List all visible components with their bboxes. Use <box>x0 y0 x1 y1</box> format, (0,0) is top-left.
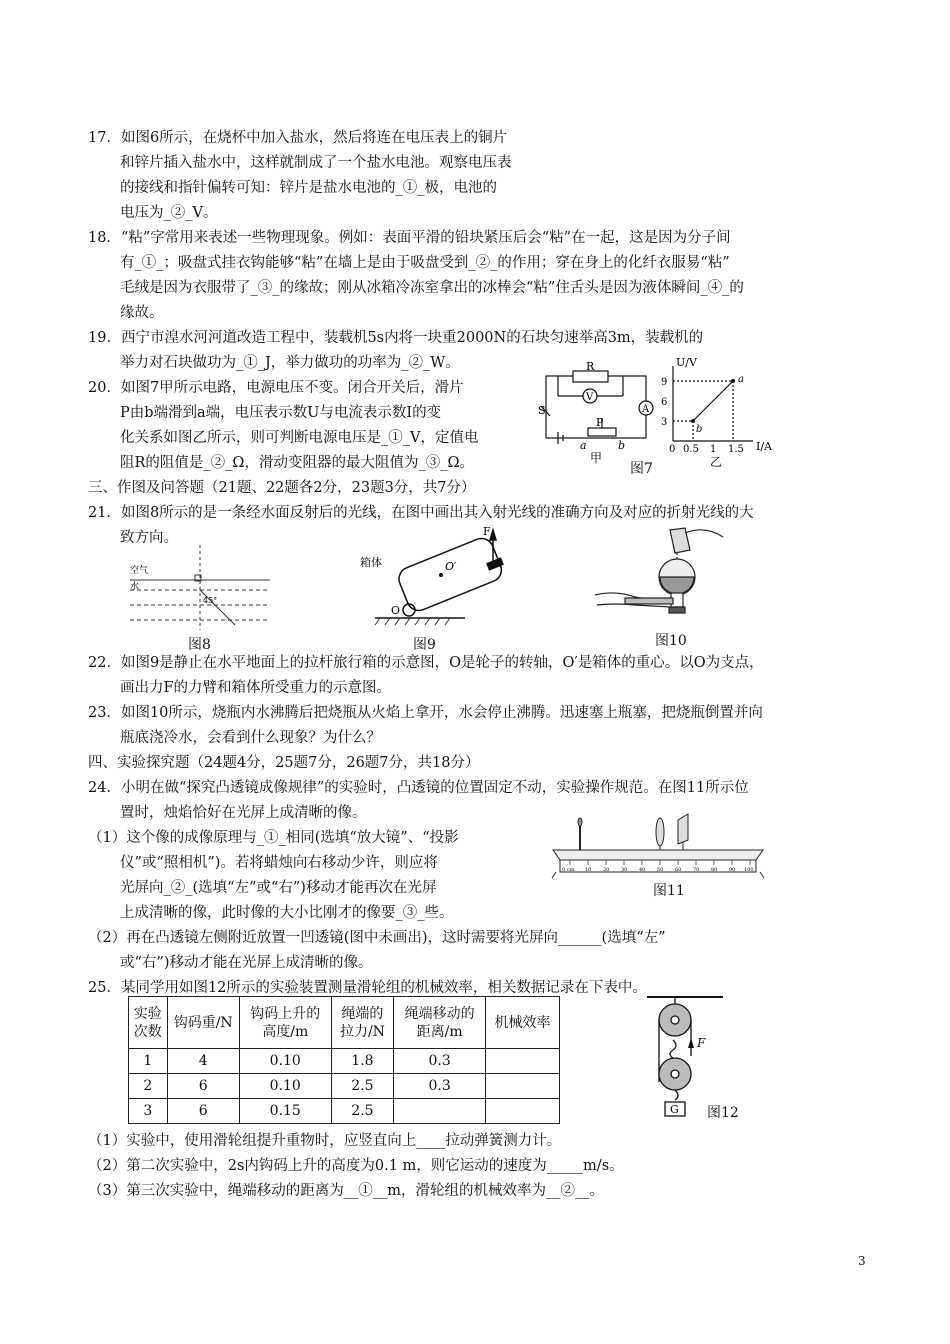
fig7-a-label: a <box>580 439 587 452</box>
figure-9 <box>355 522 515 632</box>
q20-line2: P由b端滑到a端，电压表示数U与电流表示数I的变 <box>120 405 442 421</box>
figure-11 <box>548 810 768 880</box>
figure-7 <box>538 356 788 480</box>
q24-1-line2: 仪”或“照相机”)。若将蜡烛向右移动少许，则应将 <box>120 855 438 871</box>
q20-line4: 阻R的阻值是_②_Ω，滑动变阻器的最大阻值为_③_Ω。 <box>120 455 474 471</box>
fig7-pa: a <box>738 374 744 385</box>
fig8-air: 空气 <box>130 566 149 576</box>
fig11-tick-40: 40 <box>639 867 646 873</box>
fig7-xtick-0: 0 <box>669 444 676 455</box>
q19-line2: 举力对石块做功为_①_J，举力做功的功率为_②_W。 <box>120 355 460 371</box>
q25-line1: 25．某同学用如图12所示的实验装置测量滑轮组的机械效率，相关数据记录在下表中。 <box>88 980 647 996</box>
figure-8 <box>125 545 275 635</box>
header-rope-distance: 绳端移动的 距离/m <box>394 997 486 1049</box>
fig11-tick-10: 10 <box>585 867 592 873</box>
q23-line1: 23．如图10所示，烧瓶内水沸腾后把烧瓶从火焰上拿开，水会停止沸腾。迅速塞上瓶塞，把烧瓶倒置并向 <box>88 705 763 721</box>
fig10-caption: 图10 <box>655 633 687 649</box>
q25-1: （1）实验中，使用滑轮组提升重物时，应竖直向上____拉动弹簧测力计。 <box>88 1133 562 1149</box>
table-cell: 2.5 <box>331 1074 393 1099</box>
fig11-tick-60: 60 <box>675 867 682 873</box>
q23-line2: 瓶底浇冷水，会看到什么现象？为什么？ <box>120 730 381 746</box>
table-cell: 0.3 <box>394 1074 486 1099</box>
fig11-tick-0: 0 cm <box>562 867 575 873</box>
table-cell: 6 <box>167 1099 239 1124</box>
q24-1-line4: 上成清晰的像，此时像的大小比刚才的像要_③_些。 <box>120 905 454 921</box>
q24-line1: 24．小明在做“探究凸透镜成像规律”的实验时，凸透镜的位置固定不动，实验操作规范。在图11所示位 <box>88 780 749 796</box>
fig7-b-label: b <box>618 439 626 452</box>
fig12-force-arrow <box>688 1038 694 1048</box>
q21-line1: 21．如图8所示的是一条经水面反射后的光线，在图中画出其入射光线的准确方向及对应的折射光线的大 <box>88 505 754 521</box>
q24-line2: 置时，烛焰恰好在光屏上成清晰的像。 <box>120 805 367 821</box>
table-row <box>129 1099 560 1124</box>
header-efficiency: 机械效率 <box>486 997 560 1049</box>
q22-line2: 画出力F的力臂和箱体所受重力的示意图。 <box>120 680 392 696</box>
table-row <box>129 1074 560 1099</box>
fig7-point-b <box>691 419 695 423</box>
fig7-xlabel: I/A <box>756 440 772 453</box>
section4-heading: 四、实验探究题（24题4分，25题7分，26题7分，共18分） <box>88 755 480 771</box>
q24-1-line1: （1）这个像的成像原理与_①_相同(选填“放大镜”、“投影 <box>88 830 459 846</box>
fig11-tick-30: 30 <box>621 867 628 873</box>
q18-line4: 缘故。 <box>120 305 164 321</box>
q17-line4: 电压为_②_V。 <box>120 205 218 221</box>
fig8-angle: 45° <box>203 596 218 605</box>
fig11-tick-100: 100 <box>744 867 754 873</box>
table-cell: 0.10 <box>239 1049 331 1074</box>
table-header-row <box>129 997 560 1049</box>
q25-2: （2）第二次实验中，2s内钩码上升的高度为0.1 m，则它运动的速度为_____m/s。 <box>88 1158 624 1174</box>
q20-line1: 20．如图7甲所示电路，电源电压不变。闭合开关后，滑片 <box>88 380 464 396</box>
header-pull-force: 绳端的 拉力/N <box>331 997 393 1049</box>
fig9-caption: 图9 <box>413 637 436 653</box>
section3-heading: 三、作图及问答题（21题、22题各2分，23题3分，共7分） <box>88 480 476 496</box>
table-cell <box>486 1074 560 1099</box>
table-cell: 0.3 <box>394 1049 486 1074</box>
table-cell: 0.10 <box>239 1074 331 1099</box>
figure-10 <box>585 525 745 635</box>
header-trial: 实验 次数 <box>129 997 168 1049</box>
q25-data-table <box>128 996 560 1124</box>
q20-line3: 化关系如图乙所示，则可判断电源电压是_①_V，定值电 <box>120 430 479 446</box>
fig8-caption: 图8 <box>188 637 211 653</box>
q17-line2: 和锌片插入盐水中，这样就制成了一个盐水电池。观察电压表 <box>120 155 512 171</box>
fig11-tick-50: 50 <box>657 867 664 873</box>
fig7-ylabel: U/V <box>676 356 697 369</box>
table-cell: 4 <box>167 1049 239 1074</box>
table-cell: 2.5 <box>331 1099 393 1124</box>
fig7-ytick-9: 9 <box>661 377 668 388</box>
q22-line1: 22．如图9是静止在水平地面上的拉杆旅行箱的示意图，O是轮子的转轴，O′是箱体的重心。以O为支点， <box>88 655 764 671</box>
fig7-xtick-1: 1 <box>710 444 717 455</box>
table-cell <box>486 1049 560 1074</box>
q18-line1: 18．“粘”字常用来表述一些物理现象。例如：表面平滑的铅块紧压后会“粘”在一起，这是因为分子间 <box>88 230 731 246</box>
q24-2-line1: （2）再在凸透镜左侧附近放置一凹透镜(图中未画出)，这时需要将光屏向______(选填“左” <box>88 930 666 946</box>
q24-2-line2: 或“右”)移动才能在光屏上成清晰的像。 <box>120 955 373 971</box>
header-hook-weight: 钩码重/N <box>167 997 239 1049</box>
fig11-tick-20: 20 <box>603 867 610 873</box>
fig11-tick-70: 70 <box>693 867 700 873</box>
fig12-G-label: G <box>670 1103 679 1116</box>
table-cell: 2 <box>129 1074 168 1099</box>
fig11-tick-80: 80 <box>711 867 718 873</box>
fig9-O-label: O <box>391 604 401 617</box>
q17-line1: 17．如图6所示，在烧杯中加入盐水，然后将连在电压表上的铜片 <box>88 130 508 146</box>
fig7-S-label: S <box>538 404 546 417</box>
q18-line2: 有_①_；吸盘式挂衣钩能够“粘”在墙上是由于吸盘受到_②_的作用；穿在身上的化纤衣服易“粘” <box>120 255 730 271</box>
q21-line2: 致方向。 <box>120 530 178 546</box>
fig7-jia: 甲 <box>590 451 603 465</box>
fig7-caption: 图7 <box>630 461 653 477</box>
table-cell <box>486 1099 560 1124</box>
fig7-P-label: P <box>596 416 604 429</box>
fig7-xtick-15: 1.5 <box>728 444 744 455</box>
table-cell: 1 <box>129 1049 168 1074</box>
table-cell: 1.8 <box>331 1049 393 1074</box>
fig12-caption: 图12 <box>707 1105 739 1121</box>
table-cell <box>394 1099 486 1124</box>
q25-3: （3）第三次实验中，绳端移动的距离为__①__m，滑轮组的机械效率为__②__。 <box>88 1183 604 1199</box>
fig7-V-label: V <box>586 392 594 403</box>
fig7-yi: 乙 <box>710 455 723 469</box>
fig7-pb: b <box>696 424 703 435</box>
fig9-box-label: 箱体 <box>360 556 382 569</box>
fig11-tick-90: 90 <box>729 867 736 873</box>
fig8-water: 水 <box>130 582 140 592</box>
fig7-point-a <box>731 379 735 383</box>
q18-line3: 毛绒是因为衣服带了_③_的缘故；刚从冰箱冷冻室拿出的冰棒会“粘”住舌头是因为液体瞬间_④_的 <box>120 280 744 296</box>
q24-1-line3: 光屏向_②_(选填“左”或“右”)移动才能再次在光屏 <box>120 880 437 896</box>
header-hook-height: 钩码上升的 高度/m <box>239 997 331 1049</box>
fig7-A-label: A <box>642 404 650 415</box>
fig9-Oprime-label: O′ <box>445 560 457 573</box>
page-number: 3 <box>858 1254 866 1268</box>
table-cell: 3 <box>129 1099 168 1124</box>
fig7-xtick-05: 0.5 <box>683 444 699 455</box>
table-cell: 6 <box>167 1074 239 1099</box>
table-row <box>129 1049 560 1074</box>
fig11-caption: 图11 <box>653 883 685 899</box>
table-cell: 0.15 <box>239 1099 331 1124</box>
fig9-F-label: F <box>483 525 491 538</box>
fig12-F-label: F <box>697 1036 706 1050</box>
fig7-ytick-6: 6 <box>661 397 668 408</box>
fig7-ytick-3: 3 <box>661 417 668 428</box>
fig9-center-of-gravity <box>439 573 443 577</box>
fig7-R-label: R <box>586 360 595 373</box>
q19-line1: 19．西宁市湟水河河道改造工程中，装载机5s内将一块重2000N的石块匀速举高3m，装载机的 <box>88 330 704 346</box>
q17-line3: 的接线和指针偏转可知：锌片是盐水电池的_①_极，电池的 <box>120 180 497 196</box>
